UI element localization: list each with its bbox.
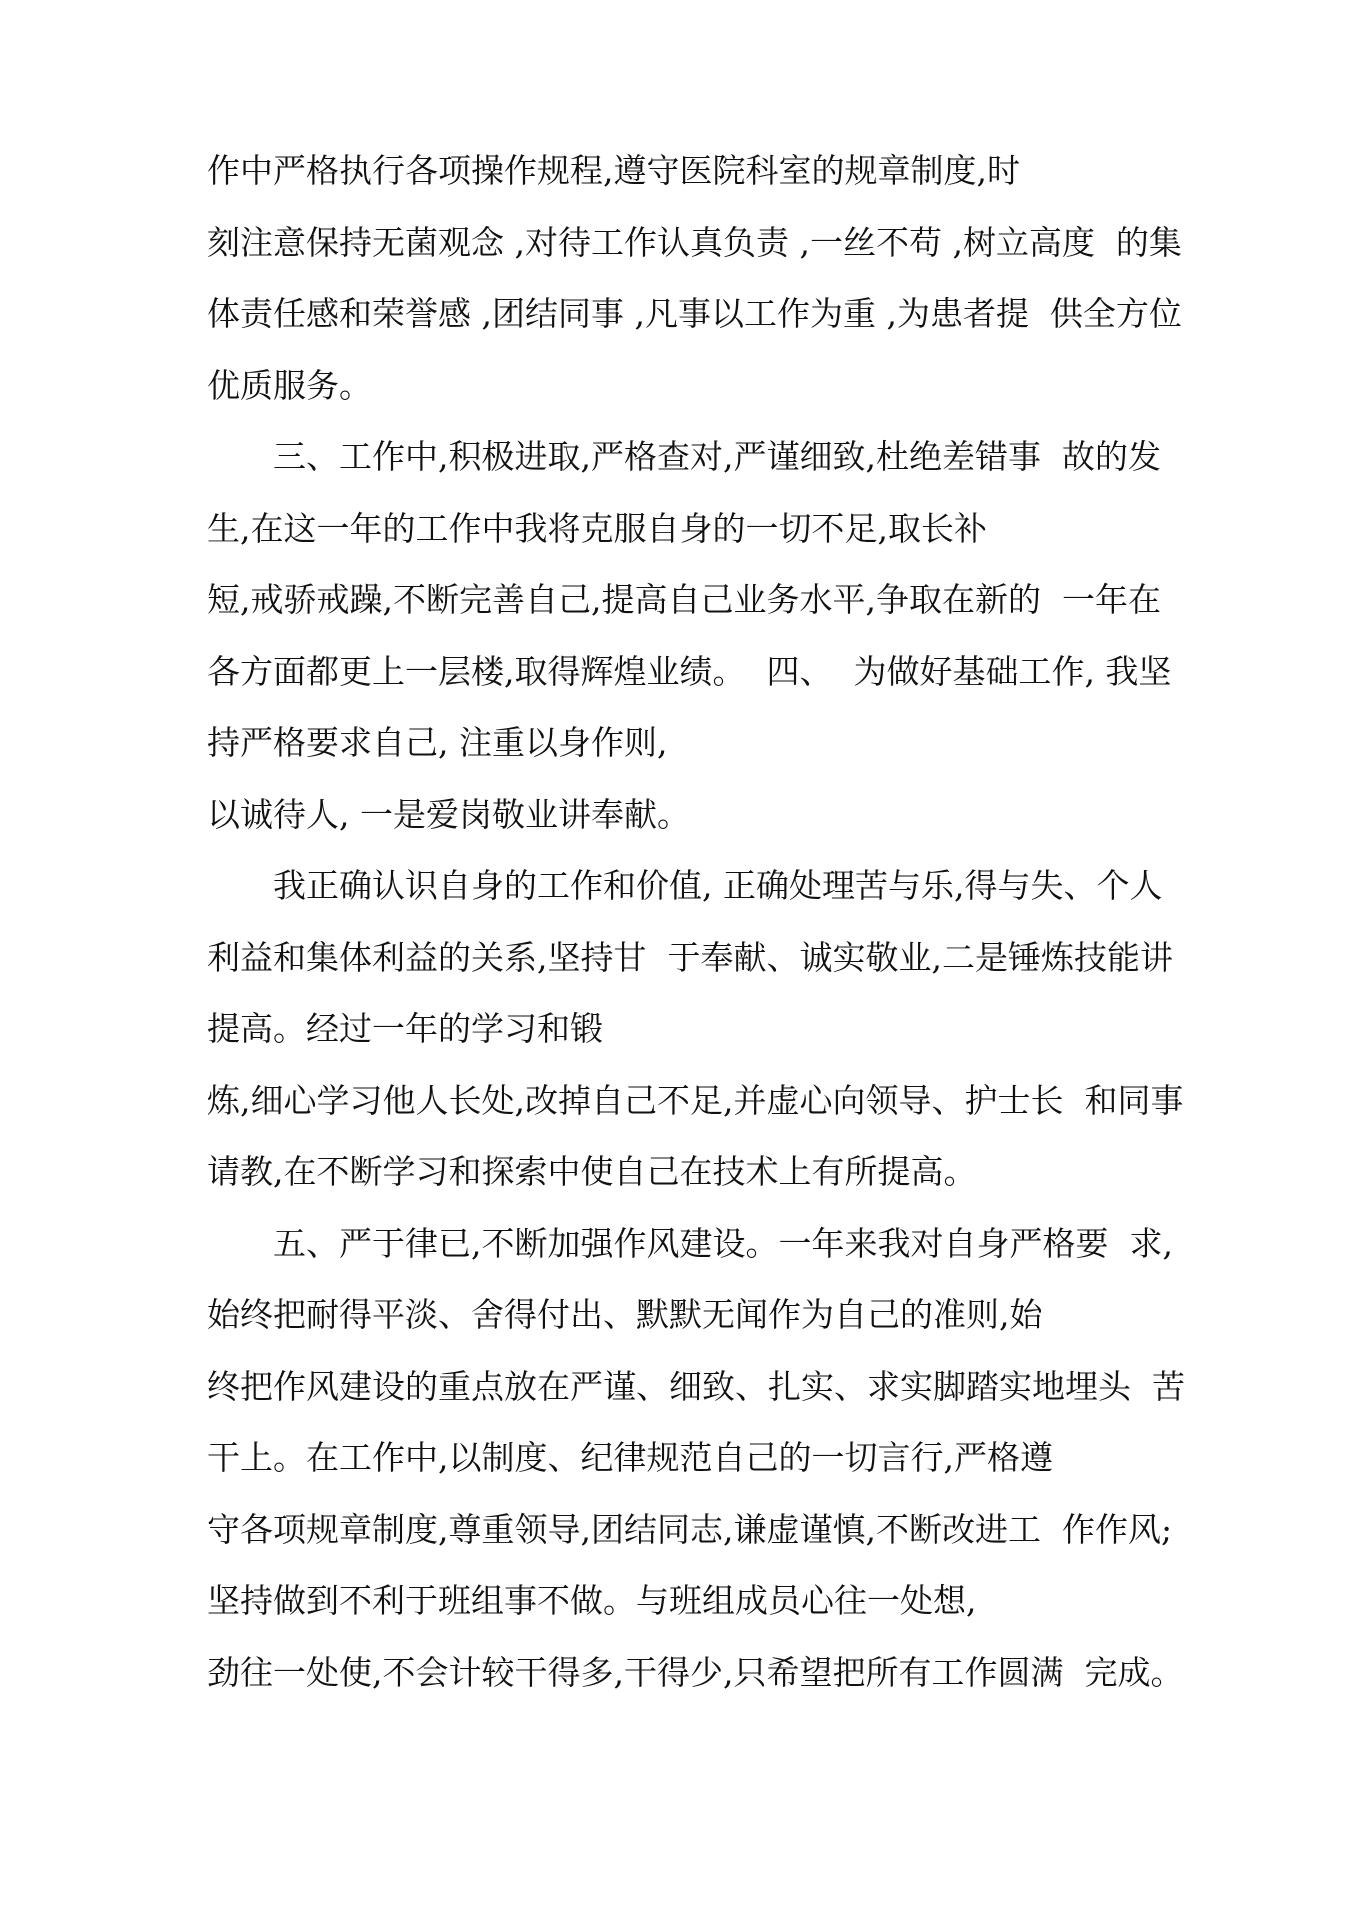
text-line: 请教,在不断学习和探索中使自己在技术上有所提高。 <box>207 1152 977 1191</box>
text-line: 各方面都更上一层楼,取得辉煌业绩。 四、 为做好基础工作, 我坚 <box>207 651 1172 691</box>
text-line: 终把作风建设的重点放在严谨、细致、扎实、求实脚踏实地埋头 苦 <box>207 1366 1185 1406</box>
paragraph-start-line: 我正确认识自身的工作和价值, 正确处理苦与乐,得与失、个人 <box>273 866 1163 905</box>
text-line: 劲往一处使,不会计较干得多,干得少,只希望把所有工作圆满 完成。 <box>207 1652 1184 1692</box>
document-body <box>207 142 1207 1715</box>
text-line: 体责任感和荣誉感 ,团结同事 ,凡事以工作为重 ,为患者提 供全方位 <box>207 294 1182 333</box>
text-line: 持严格要求自己, 注重以身作则, <box>207 723 668 762</box>
text-line: 坚持做到不利于班组事不做。与班组成员心往一处想, <box>207 1581 977 1620</box>
text-line: 以诚待人, 一是爱岗敬业讲奉献。 <box>207 794 690 834</box>
paragraph-start-line: 五、严于律已,不断加强作风建设。一年来我对自身严格要 求, <box>273 1223 1173 1263</box>
text-line: 短,戒骄戒躁,不断完善自己,提高自己业务水平,争取在新的 一年在 <box>207 580 1161 619</box>
text-line: 优质服务。 <box>207 365 372 405</box>
text-line: 始终把耐得平淡、舍得付出、默默无闻作为自己的准则,始 <box>207 1295 1043 1334</box>
paragraph-start-line: 三、工作中,积极进取,严格查对,严谨细致,杜绝差错事 故的发 <box>273 437 1161 476</box>
text-line: 炼,细心学习他人长处,改掉自己不足,并虚心向领导、护士长 和同事 <box>207 1080 1184 1120</box>
text-line: 生,在这一年的工作中我将克服自身的一切不足,取长补 <box>207 508 987 548</box>
text-line: 守各项规章制度,尊重领导,团结同志,谦虚谨慎,不断改进工 作作风; <box>207 1509 1173 1549</box>
text-line: 干上。在工作中,以制度、纪律规范自己的一切言行,严格遵 <box>207 1438 1053 1477</box>
text-line: 作中严格执行各项操作规程,遵守医院科室的规章制度,时 <box>207 151 1020 190</box>
text-line: 刻注意保持无菌观念 ,对待工作认真负责 ,一丝不苟 ,树立高度 的集 <box>207 222 1182 262</box>
text-line: 提高。经过一年的学习和锻 <box>207 1009 603 1048</box>
text-line: 利益和集体利益的关系,坚持甘 于奉献、诚实敬业,二是锤炼技能讲 <box>207 937 1173 977</box>
